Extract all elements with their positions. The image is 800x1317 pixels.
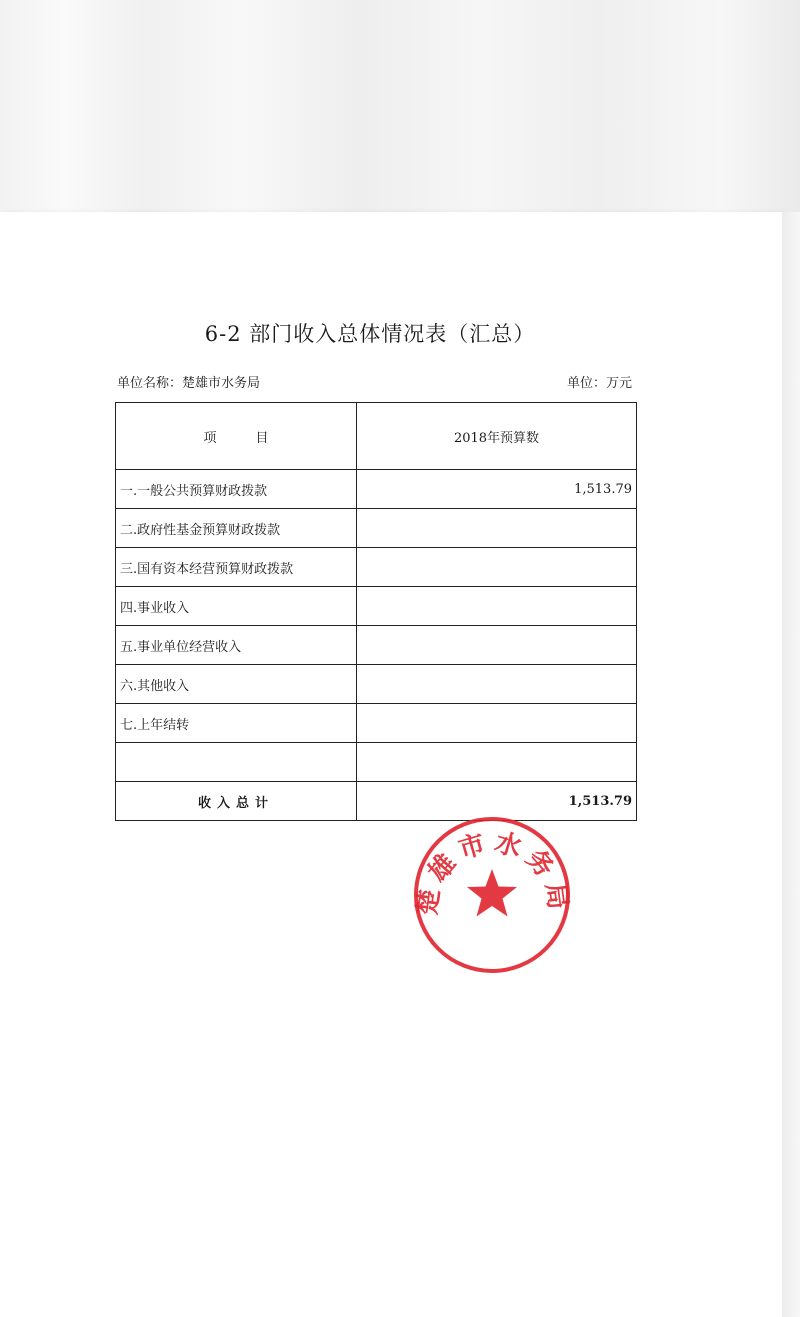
scan-background: [0, 0, 800, 215]
table-row: [116, 548, 637, 587]
row-item: 三.国有资本经营预算财政拨款: [116, 548, 357, 587]
scan-edge: [782, 212, 800, 1317]
official-seal: [410, 813, 574, 977]
header-item: 项 目: [116, 403, 357, 470]
row-value: [357, 587, 637, 626]
table-header-row: [116, 403, 637, 470]
row-item: 六.其他收入: [116, 665, 357, 704]
row-item: 二.政府性基金预算财政拨款: [116, 509, 357, 548]
table-row: [116, 470, 637, 509]
row-value: [357, 548, 637, 587]
row-value: 1,513.79: [357, 470, 637, 509]
row-value: [357, 743, 637, 782]
unit-label: 单位：万元: [567, 376, 633, 391]
total-value: 1,513.79: [357, 782, 637, 821]
row-value: [357, 665, 637, 704]
table-row: [116, 743, 637, 782]
table-row: [116, 665, 637, 704]
svg-text:楚雄市水务局: 楚雄市水务局: [412, 827, 574, 918]
total-label: 收入总计: [116, 782, 357, 821]
star-icon: [467, 869, 517, 917]
table-row: [116, 509, 637, 548]
table-row: [116, 626, 637, 665]
row-value: [357, 509, 637, 548]
header-budget: 2018年预算数: [357, 403, 637, 470]
table-row: [116, 704, 637, 743]
row-item: 七.上年结转: [116, 704, 357, 743]
row-item: 五.事业单位经营收入: [116, 626, 357, 665]
row-value: [357, 626, 637, 665]
table-row: [116, 587, 637, 626]
row-item: 一.一般公共预算财政拨款: [116, 470, 357, 509]
row-value: [357, 704, 637, 743]
income-table: [115, 402, 637, 821]
page-title: 6-2 部门收入总体情况表（汇总）: [204, 322, 536, 346]
row-item: 四.事业收入: [116, 587, 357, 626]
unit-name-label: 单位名称：楚雄市水务局: [117, 376, 261, 391]
row-item: [116, 743, 357, 782]
